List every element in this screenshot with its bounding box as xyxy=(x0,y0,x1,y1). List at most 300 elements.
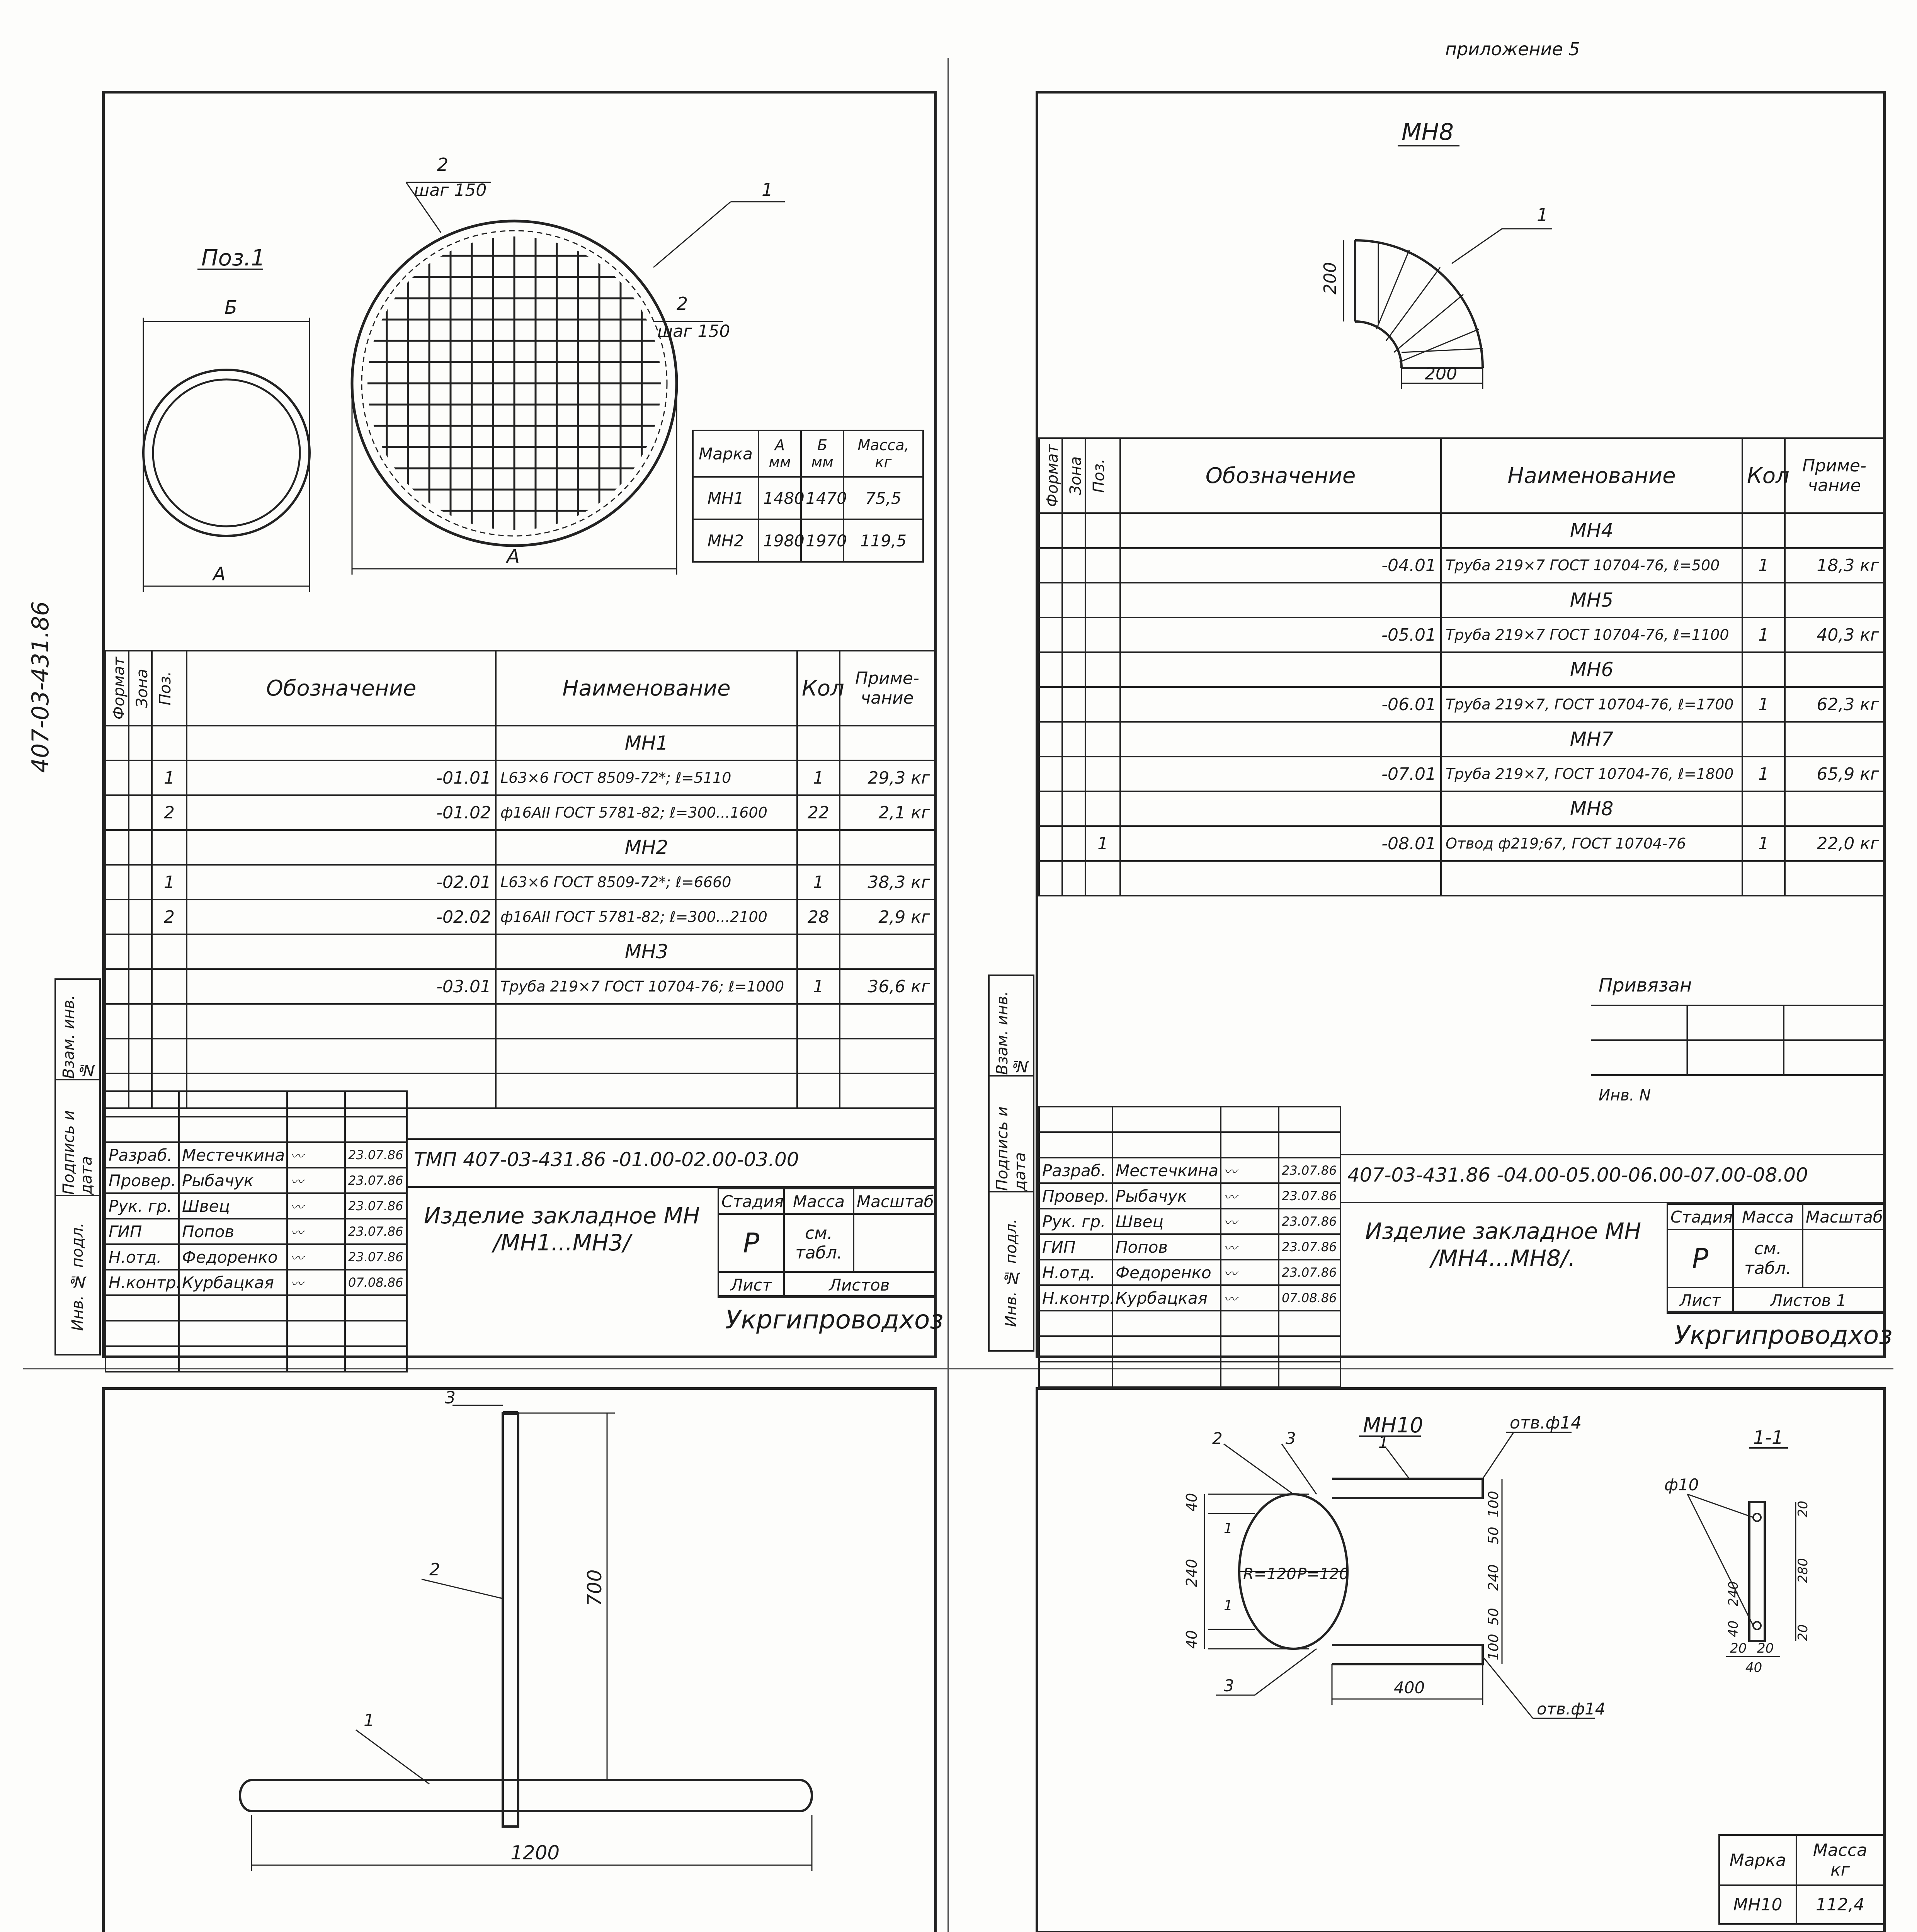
cell xyxy=(1039,826,1062,861)
cell: 1970 xyxy=(801,519,844,562)
callout-2: 2 xyxy=(1212,1429,1223,1448)
signer-date: 23.07.86 xyxy=(1279,1234,1340,1260)
row-name: ф16АII ГОСТ 5781-82; ℓ=300...1600 xyxy=(496,795,797,830)
cell xyxy=(187,934,496,969)
signature: 〰 xyxy=(287,1244,345,1270)
row-pos: 1 xyxy=(152,760,187,795)
table-row xyxy=(105,969,935,1004)
row-name: L63×6 ГОСТ 8509-72*; ℓ=6660 xyxy=(496,865,797,900)
cell xyxy=(129,760,152,795)
row-qty: 28 xyxy=(797,900,840,934)
callout-1: 1 xyxy=(1378,1433,1389,1452)
cell: МН1 xyxy=(693,477,759,519)
sheets-label: Листов xyxy=(784,1272,935,1298)
table-row xyxy=(105,934,935,969)
signer-name: Курбацкая xyxy=(179,1270,287,1295)
table-row xyxy=(105,760,935,795)
hdr-designation: Обозначение xyxy=(1120,438,1441,513)
cell xyxy=(1120,791,1441,826)
row-note: 40,3 кг xyxy=(1785,617,1884,652)
cell xyxy=(129,1039,152,1073)
dim-240-left: 240 xyxy=(1183,1559,1200,1587)
row-designation: -08.01 xyxy=(1120,826,1441,861)
row-pos xyxy=(152,1039,187,1073)
doc-code: ТМП 407-03-431.86 -01.00-02.00-03.00 xyxy=(414,1148,799,1171)
row-designation: -01.01 xyxy=(187,760,496,795)
row-qty xyxy=(797,1004,840,1039)
dim-b: Б xyxy=(225,297,237,318)
cell xyxy=(1785,791,1884,826)
cell xyxy=(105,1004,129,1039)
cut-mark-top: 1 xyxy=(1224,1520,1233,1536)
signer-date: 23.07.86 xyxy=(345,1219,407,1244)
cell xyxy=(1785,722,1884,757)
table-row xyxy=(105,726,935,760)
elbow-shape xyxy=(1355,240,1483,368)
row-note: 36,6 кг xyxy=(840,969,935,1004)
spec-table-q1 xyxy=(105,650,936,1109)
cell xyxy=(187,726,496,760)
dim-50-bottom: 50 xyxy=(1486,1608,1502,1626)
cell xyxy=(1039,687,1062,722)
row-designation: -02.02 xyxy=(187,900,496,934)
table-row xyxy=(105,1039,935,1073)
sheet-mn4-mn8 xyxy=(993,91,1893,1358)
cell xyxy=(105,934,129,969)
signer-row xyxy=(105,1193,407,1219)
cell xyxy=(152,830,187,865)
mass-table-mn1-mn2 xyxy=(692,430,924,563)
group-name: МН5 xyxy=(1441,583,1742,617)
row-designation xyxy=(187,1004,496,1039)
dim-20-c: 20 xyxy=(1730,1641,1747,1656)
cut-mark-bottom: 1 xyxy=(1224,1598,1233,1614)
stage-table xyxy=(718,1188,936,1298)
dim-50-top: 50 xyxy=(1486,1527,1502,1544)
cell xyxy=(1039,861,1062,896)
cell xyxy=(1039,583,1062,617)
phi10-label: ф10 xyxy=(1664,1475,1699,1494)
cell xyxy=(1039,791,1062,826)
col-a: А мм xyxy=(759,430,801,477)
group-name: МН8 xyxy=(1441,791,1742,826)
dim-a-small: А xyxy=(213,563,226,585)
signer-role: Рук. гр. xyxy=(1039,1209,1112,1234)
cell xyxy=(1062,861,1085,896)
hole-label-bottom: отв.ф14 xyxy=(1537,1699,1606,1718)
signer-role: Н.контр. xyxy=(105,1270,179,1295)
signer-name: Местечкина xyxy=(179,1142,287,1168)
cell xyxy=(797,726,840,760)
cell xyxy=(105,830,129,865)
signer-name: Курбацкая xyxy=(1112,1285,1221,1311)
callout-3-bottom: 3 xyxy=(1224,1676,1234,1695)
cell xyxy=(1120,513,1441,548)
row-note: 65,9 кг xyxy=(1785,757,1884,791)
dim-a-large: А xyxy=(507,545,520,568)
cell xyxy=(1039,757,1062,791)
callout-2-top: 2 xyxy=(437,154,449,175)
margin-label-cell xyxy=(56,980,99,1080)
signer-name: Швец xyxy=(179,1193,287,1219)
hdr-note: Приме- чание xyxy=(840,651,935,726)
dim-240-section: 240 xyxy=(1726,1581,1741,1606)
callout-1: 1 xyxy=(762,179,773,200)
sheets-label: Листов 1 xyxy=(1733,1287,1884,1313)
col-mark: Марка xyxy=(693,430,759,477)
dim-r: R=120 xyxy=(1243,1565,1296,1583)
signer-date: 23.07.86 xyxy=(1279,1158,1340,1183)
row-qty: 1 xyxy=(1742,826,1785,861)
cell xyxy=(1062,617,1085,652)
cell xyxy=(1039,513,1062,548)
hdr-format: Формат xyxy=(1044,444,1061,507)
group-name: МН2 xyxy=(496,830,797,865)
table-row xyxy=(1039,652,1884,687)
col-mark: Марка xyxy=(1719,1835,1796,1885)
callout-1: 1 xyxy=(1537,204,1548,225)
cell xyxy=(1039,548,1062,583)
signer-name: Попов xyxy=(1112,1234,1221,1260)
cell xyxy=(1039,652,1062,687)
col-mass: Масса, кг xyxy=(844,430,923,477)
signature: 〰 xyxy=(287,1270,345,1295)
table-row xyxy=(105,795,935,830)
signer-row xyxy=(1039,1285,1340,1311)
cell xyxy=(129,934,152,969)
cell xyxy=(797,830,840,865)
pos1-label: Поз.1 xyxy=(201,245,265,271)
signer-date: 23.07.86 xyxy=(345,1142,407,1168)
section-1-1: 1-1 xyxy=(1753,1427,1784,1449)
row-qty: 1 xyxy=(1742,757,1785,791)
table-row xyxy=(1039,513,1884,548)
table-row xyxy=(1039,826,1884,861)
row-pos: 1 xyxy=(152,865,187,900)
table-row xyxy=(1039,687,1884,722)
row-name xyxy=(496,1004,797,1039)
margin-label-cell xyxy=(56,1196,99,1357)
signer-role: ГИП xyxy=(105,1219,179,1244)
stage-value: Р xyxy=(1667,1230,1733,1287)
cell xyxy=(1085,791,1120,826)
cell xyxy=(105,969,129,1004)
cell: 112,4 xyxy=(1796,1885,1884,1924)
top-note: приложение 5 xyxy=(1445,39,1580,60)
small-ring xyxy=(143,370,310,536)
bound-box-q2 xyxy=(1591,971,1883,1106)
row-note: 2,1 кг xyxy=(840,795,935,830)
row-note: 38,3 кг xyxy=(840,865,935,900)
mn8-label: МН8 xyxy=(1402,119,1454,146)
signer-role: Провер. xyxy=(105,1168,179,1193)
table-row xyxy=(1039,861,1884,896)
row-pos xyxy=(1085,861,1120,896)
signer-row xyxy=(105,1219,407,1244)
section-bar xyxy=(1749,1502,1765,1641)
row-name: L63×6 ГОСТ 8509-72*; ℓ=5110 xyxy=(496,760,797,795)
hdr-designation: Обозначение xyxy=(187,651,496,726)
cell xyxy=(1742,513,1785,548)
cell xyxy=(1120,722,1441,757)
table-row xyxy=(1039,617,1884,652)
hdr-pos: Поз. xyxy=(156,671,174,706)
signer-role: Н.отд. xyxy=(1039,1260,1112,1285)
cell xyxy=(1785,652,1884,687)
mass-value: см. табл. xyxy=(784,1214,854,1272)
cell xyxy=(152,726,187,760)
stage-value: Р xyxy=(718,1214,784,1272)
signer-date: 23.07.86 xyxy=(1279,1260,1340,1285)
row-note xyxy=(840,1039,935,1073)
signature: 〰 xyxy=(1221,1183,1279,1209)
cell: 119,5 xyxy=(844,519,923,562)
scale-label: Масштаб xyxy=(854,1189,935,1214)
cell xyxy=(1062,826,1085,861)
signer-date: 23.07.86 xyxy=(345,1193,407,1219)
hdr-qty: Кол xyxy=(1742,438,1785,513)
cell xyxy=(1062,583,1085,617)
doc-code: 407-03-431.86 -04.00-05.00-06.00-07.00-08.00 xyxy=(1347,1164,1808,1186)
cell xyxy=(1742,722,1785,757)
horizontal-pipe xyxy=(240,1780,812,1811)
mn10-label: МН10 xyxy=(1363,1413,1423,1437)
row-note: 18,3 кг xyxy=(1785,548,1884,583)
cell xyxy=(152,934,187,969)
cell xyxy=(1062,722,1085,757)
signer-role: Н.контр. xyxy=(1039,1285,1112,1311)
signer-role: ГИП xyxy=(1039,1234,1112,1260)
sheet-mn9 xyxy=(102,1387,937,1932)
dim-40-c: 40 xyxy=(1745,1660,1762,1675)
cell xyxy=(1785,513,1884,548)
hdr-format: Формат xyxy=(110,656,128,720)
dim-280: 280 xyxy=(1795,1558,1811,1583)
dim-p: P=120 xyxy=(1297,1565,1349,1583)
row-name: Труба 219×7, ГОСТ 10704-76, ℓ=1700 xyxy=(1441,687,1742,722)
mass-value: см. табл. xyxy=(1733,1230,1803,1287)
signature: 〰 xyxy=(287,1168,345,1193)
cell xyxy=(1039,722,1062,757)
vertical-divider xyxy=(947,58,949,1932)
signer-date: 23.07.86 xyxy=(345,1244,407,1270)
row-designation: -02.01 xyxy=(187,865,496,900)
table-row xyxy=(1039,791,1884,826)
cell xyxy=(797,934,840,969)
cell: 75,5 xyxy=(844,477,923,519)
group-name: МН4 xyxy=(1441,513,1742,548)
inv-label: Инв. N xyxy=(1599,1087,1651,1104)
row-qty: 1 xyxy=(1742,617,1785,652)
row-pos: 2 xyxy=(152,795,187,830)
callout-3-top: 3 xyxy=(1286,1429,1296,1448)
margin-label-cell xyxy=(990,976,1033,1077)
dim-1200: 1200 xyxy=(510,1842,560,1864)
dim-20-d: 20 xyxy=(1757,1641,1774,1656)
row-qty xyxy=(797,1039,840,1073)
cell xyxy=(1742,791,1785,826)
margin-label-cell xyxy=(56,1080,99,1196)
cell xyxy=(105,1039,129,1073)
dim-400: 400 xyxy=(1394,1678,1425,1697)
margin-label: Инв. № подл. xyxy=(69,1222,87,1331)
cell: 1470 xyxy=(801,477,844,519)
row-designation xyxy=(1120,861,1441,896)
hdr-name: Наименование xyxy=(1441,438,1742,513)
signer-name: Федоренко xyxy=(1112,1260,1221,1285)
dim-100-top: 100 xyxy=(1486,1491,1502,1517)
row-qty: 22 xyxy=(797,795,840,830)
signature: 〰 xyxy=(1221,1234,1279,1260)
hole-label-top: отв.ф14 xyxy=(1510,1413,1582,1433)
signer-row xyxy=(105,1142,407,1168)
callout-2-right: 2 xyxy=(677,293,688,314)
table-row xyxy=(1039,583,1884,617)
cell: 1980 xyxy=(759,519,801,562)
row-pos xyxy=(1085,757,1120,791)
table-row xyxy=(1039,722,1884,757)
table-row xyxy=(105,900,935,934)
signer-row xyxy=(105,1168,407,1193)
group-name: МН6 xyxy=(1441,652,1742,687)
drawing-title: Изделие закладное МН /МН4...МН8/. xyxy=(1365,1218,1641,1271)
signer-role: Разраб. xyxy=(1039,1158,1112,1183)
drawing-pos1 xyxy=(105,94,934,654)
mass-label: Масса xyxy=(784,1189,854,1214)
organization: Укргипроводхоз xyxy=(725,1305,944,1335)
row-designation: -07.01 xyxy=(1120,757,1441,791)
margin-code: 407-03-431.86 xyxy=(27,601,54,773)
row-pos: 1 xyxy=(1085,826,1120,861)
signers-table xyxy=(105,1090,408,1372)
dim-20-b: 20 xyxy=(1795,1624,1811,1641)
callout-2: 2 xyxy=(429,1560,440,1580)
callout-1: 1 xyxy=(364,1711,374,1730)
hdr-note: Приме- чание xyxy=(1785,438,1884,513)
row-name: Отвод ф219;67, ГОСТ 10704-76 xyxy=(1441,826,1742,861)
cell xyxy=(129,830,152,865)
row-note xyxy=(1785,861,1884,896)
signer-name: Попов xyxy=(179,1219,287,1244)
cell xyxy=(129,795,152,830)
row-pos xyxy=(152,969,187,1004)
row-pos xyxy=(152,1004,187,1039)
bound-label: Привязан xyxy=(1599,975,1692,996)
dim-100-bottom: 100 xyxy=(1486,1634,1502,1660)
hdr-zone: Зона xyxy=(133,668,151,708)
group-name: МН7 xyxy=(1441,722,1742,757)
table-row xyxy=(1039,757,1884,791)
dim-200-v: 200 xyxy=(1320,262,1340,294)
row-name xyxy=(496,1039,797,1073)
row-designation: -04.01 xyxy=(1120,548,1441,583)
stage-label: Стадия xyxy=(1667,1204,1733,1230)
signer-date: 07.08.86 xyxy=(1279,1285,1340,1311)
sheet-mn10-mn11 xyxy=(1036,1387,1886,1932)
margin-label-column xyxy=(988,975,1034,1352)
margin-label: Взам. инв. № xyxy=(993,991,1029,1075)
row-note: 62,3 кг xyxy=(1785,687,1884,722)
cell: МН2 xyxy=(693,519,759,562)
row-qty: 1 xyxy=(797,760,840,795)
cell xyxy=(129,900,152,934)
row-pos xyxy=(1085,687,1120,722)
signer-name: Рыбачук xyxy=(1112,1183,1221,1209)
margin-label-cell xyxy=(990,1077,1033,1192)
drawing-title: Изделие закладное МН /МН1...МН3/ xyxy=(424,1202,700,1256)
cell xyxy=(1062,548,1085,583)
row-designation: -03.01 xyxy=(187,969,496,1004)
signer-name: Швец xyxy=(1112,1209,1221,1234)
row-name: Труба 219×7 ГОСТ 10704-76; ℓ=1000 xyxy=(496,969,797,1004)
spec-table-q2 xyxy=(1038,437,1885,896)
signer-date: 23.07.86 xyxy=(345,1168,407,1193)
scale-label: Масштаб xyxy=(1803,1204,1884,1230)
cell xyxy=(129,726,152,760)
row-name xyxy=(1441,861,1742,896)
signer-role: Провер. xyxy=(1039,1183,1112,1209)
signer-date: 23.07.86 xyxy=(1279,1209,1340,1234)
cell xyxy=(1062,652,1085,687)
cell xyxy=(187,830,496,865)
signature: 〰 xyxy=(1221,1260,1279,1285)
row-qty: 1 xyxy=(1742,687,1785,722)
vertical-pipe xyxy=(503,1413,518,1827)
table-row xyxy=(105,830,935,865)
row-note: 29,3 кг xyxy=(840,760,935,795)
signer-name: Рыбачук xyxy=(179,1168,287,1193)
cell xyxy=(1062,757,1085,791)
cell: 1480 xyxy=(759,477,801,519)
cell xyxy=(105,900,129,934)
row-name: Труба 219×7 ГОСТ 10704-76, ℓ=1100 xyxy=(1441,617,1742,652)
margin-label: Подпись и дата xyxy=(993,1106,1029,1191)
cell xyxy=(105,726,129,760)
organization: Укргипроводхоз xyxy=(1674,1320,1893,1350)
dim-700: 700 xyxy=(583,1569,606,1606)
title-block-q1 xyxy=(105,1090,944,1355)
signer-row xyxy=(1039,1209,1340,1234)
signature: 〰 xyxy=(287,1219,345,1244)
cell xyxy=(105,795,129,830)
col-mass: Масса кг xyxy=(1796,1835,1884,1885)
cell xyxy=(840,726,935,760)
group-name: МН3 xyxy=(496,934,797,969)
row-designation: -01.02 xyxy=(187,795,496,830)
cell xyxy=(1039,617,1062,652)
signature: 〰 xyxy=(1221,1158,1279,1183)
row-designation xyxy=(187,1039,496,1073)
cell: МН10 xyxy=(1719,1885,1796,1924)
step-top: шаг 150 xyxy=(414,180,487,200)
row-pos xyxy=(1085,617,1120,652)
row-qty: 1 xyxy=(1742,548,1785,583)
signer-row xyxy=(1039,1183,1340,1209)
signer-role: Разраб. xyxy=(105,1142,179,1168)
cell xyxy=(840,830,935,865)
cell xyxy=(1085,722,1120,757)
cell xyxy=(840,934,935,969)
cell xyxy=(1120,583,1441,617)
drawing-mn10 xyxy=(1038,1390,1883,1776)
title-block-q2 xyxy=(1038,1106,1893,1355)
dim-240-right: 240 xyxy=(1486,1564,1502,1591)
row-note: 2,9 кг xyxy=(840,900,935,934)
cell xyxy=(129,969,152,1004)
signer-date: 23.07.86 xyxy=(1279,1183,1340,1209)
row-qty xyxy=(1742,861,1785,896)
step-right: шаг 150 xyxy=(657,321,730,341)
